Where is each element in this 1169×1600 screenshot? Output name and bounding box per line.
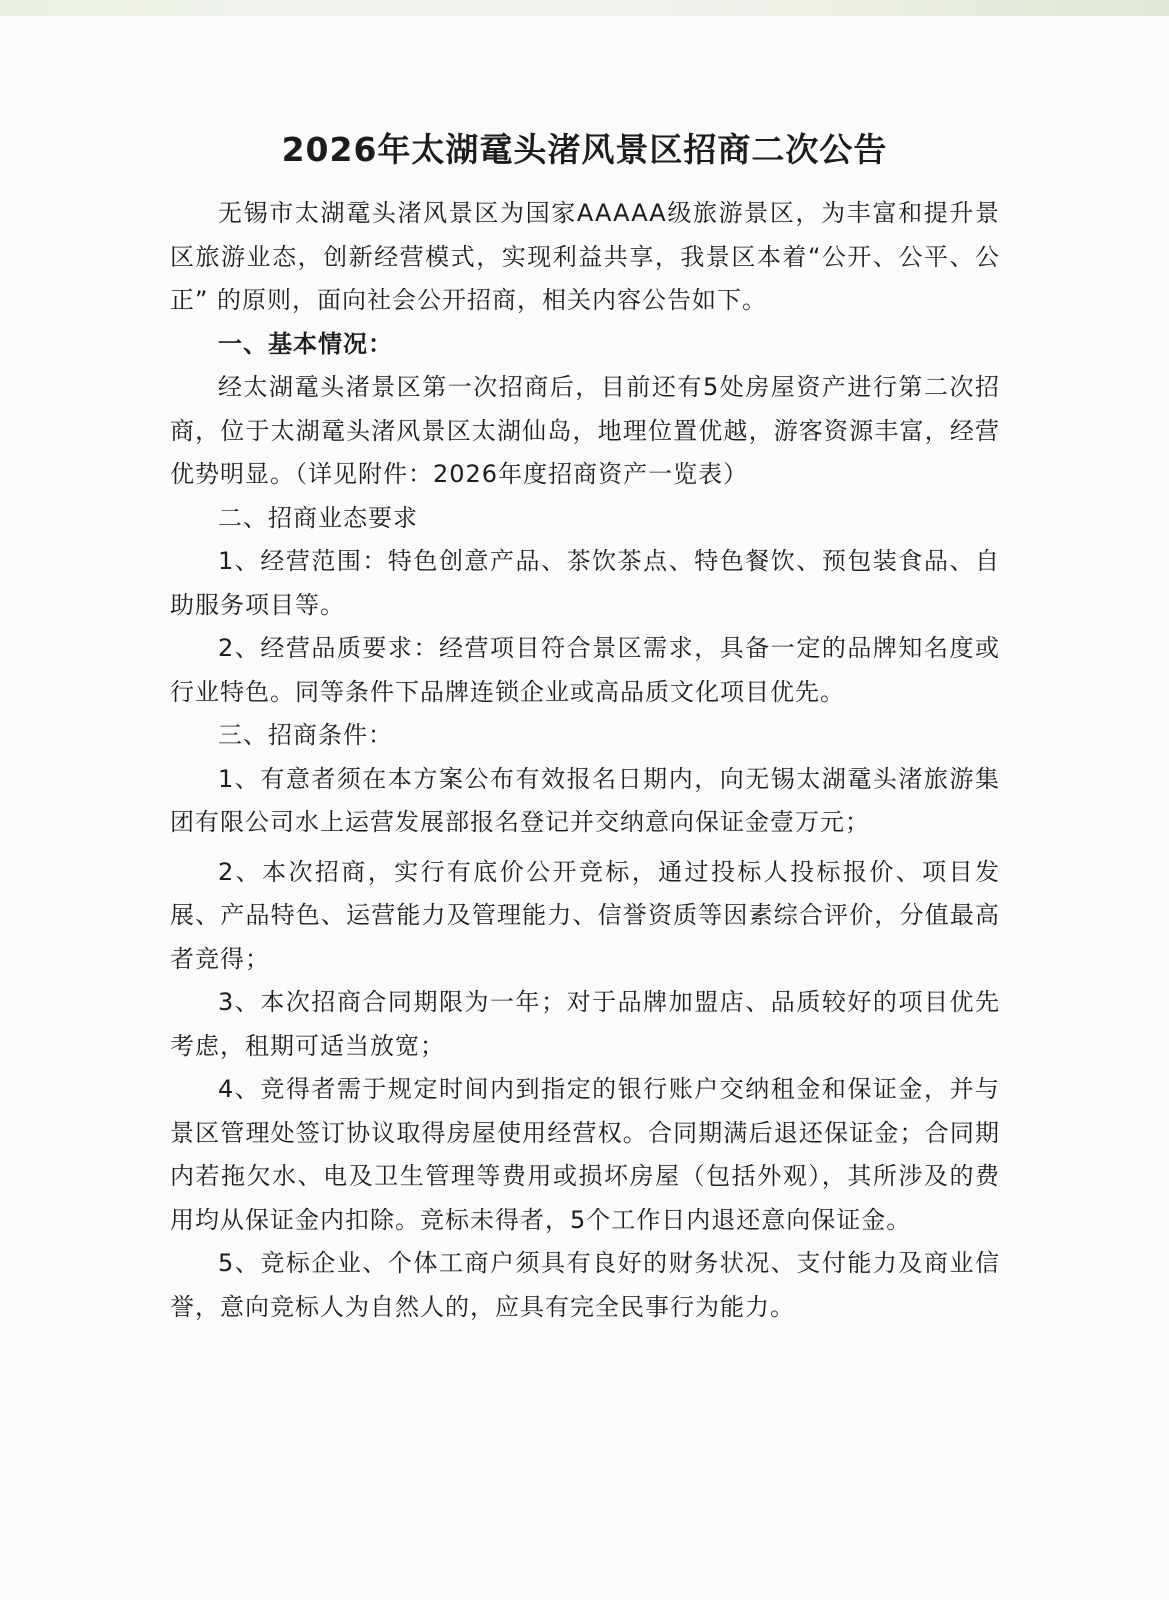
condition-1-paragraph: 1、有意者须在本方案公布有效报名日期内，向无锡太湖鼋头渚旅游集团有限公司水上运营发展部报名登记并交纳意向保证金壹万元； xyxy=(170,764,1000,836)
quality-requirement-paragraph: 2、经营品质要求：经营项目符合景区需求，具备一定的品牌知名度或行业特色。同等条件下品牌连锁企业或高品质文化项目优先。 xyxy=(170,634,1000,706)
condition-4-paragraph: 4、竞得者需于规定时间内到指定的银行账户交纳租金和保证金，并与景区管理处签订协议取得房屋使用经营权。合同期满后退还保证金；合同期内若拖欠水、电及卫生管理等费用或损坏房屋（包括外观），其所涉及的费用均从保证金内扣除。竞标未得者，5个工作日内退还意向保证金。 xyxy=(170,1075,1000,1234)
document-page xyxy=(0,16,1169,1600)
section-heading-conditions: 三、招商条件： xyxy=(218,721,393,749)
basic-info-paragraph: 经太湖鼋头渚景区第一次招商后，目前还有5处房屋资产进行第二次招商，位于太湖鼋头渚风景区太湖仙岛，地理位置优越，游客资源丰富，经营优势明显。（详见附件：2026年度招商资产一览表） xyxy=(170,373,1000,488)
business-scope-paragraph: 1、经营范围：特色创意产品、茶饮茶点、特色餐饮、预包装食品、自助服务项目等。 xyxy=(170,547,1000,619)
document-title: 2026年太湖鼋头渚风景区招商二次公告 xyxy=(281,130,888,169)
page-top-edge xyxy=(0,0,1169,16)
condition-3-paragraph: 3、本次招商合同期限为一年；对于品牌加盟店、品质较好的项目优先考虑，租期可适当放宽； xyxy=(170,988,1000,1060)
condition-5-paragraph: 5、竞标企业、个体工商户须具有良好的财务状况、支付能力及商业信誉，意向竞标人为自然人的，应具有完全民事行为能力。 xyxy=(170,1249,1000,1321)
intro-paragraph: 无锡市太湖鼋头渚风景区为国家AAAAA级旅游景区，为丰富和提升景区旅游业态，创新经营模式，实现利益共享，我景区本着“公开、公平、公正” 的原则，面向社会公开招商，相关内容公告如下。 xyxy=(170,199,1000,314)
document-body xyxy=(170,192,1000,1329)
condition-2-paragraph: 2、本次招商，实行有底价公开竞标，通过投标人投标报价、项目发展、产品特色、运营能力及管理能力、信誉资质等因素综合评价，分值最高者竞得； xyxy=(170,857,1000,973)
section-heading-basic-info: 一、基本情况： xyxy=(218,329,393,358)
section-heading-business-requirements: 二、招商业态要求 xyxy=(218,503,418,532)
